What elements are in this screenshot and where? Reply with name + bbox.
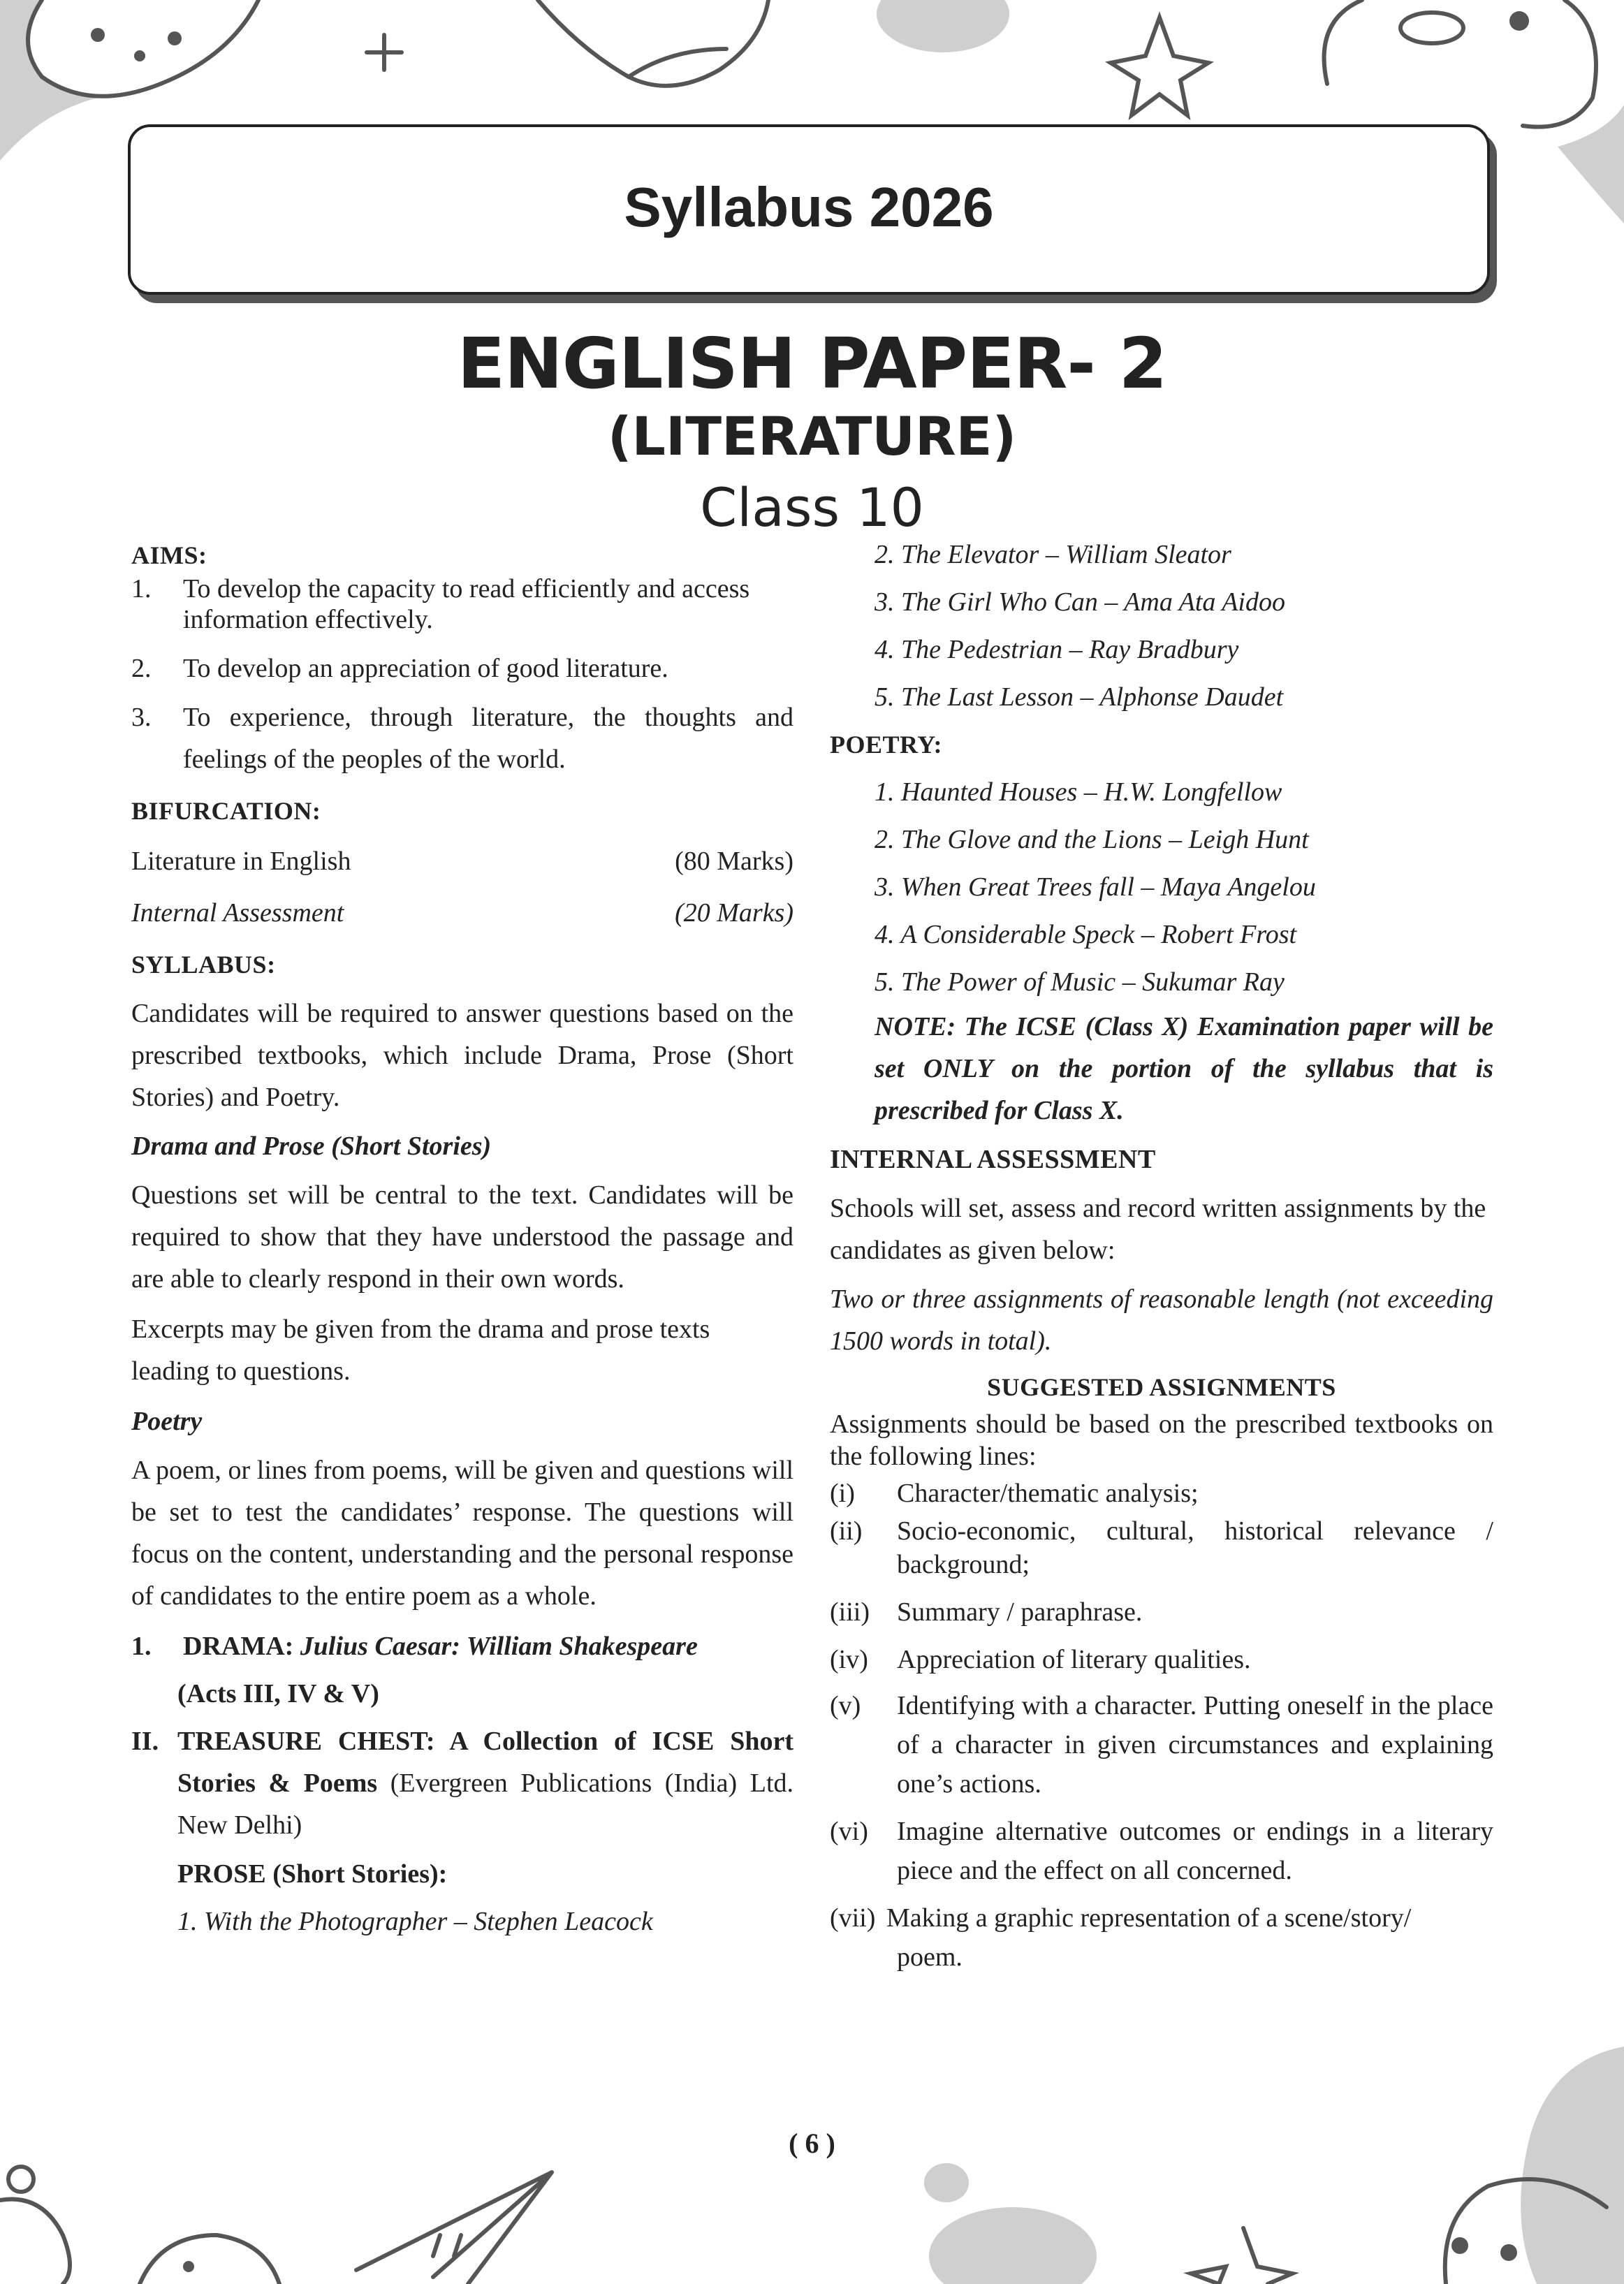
- class-label: Class 10: [700, 476, 924, 539]
- prose-item: 4. The Pedestrian – Ray Bradbury: [875, 635, 1239, 664]
- assignment-item: (vi) Imagine alternative outcomes or endings in a literary piece and the effect on all concerned.: [830, 1817, 1493, 1885]
- drama-acts: (Acts III, IV & V): [177, 1679, 379, 1708]
- suggested-intro: Assignments should be based on the prescribed textbooks on the following lines:: [830, 1410, 1493, 1471]
- prose-item: 3. The Girl Who Can – Ama Ata Aidoo: [875, 587, 1285, 617]
- aims-item: 1. To develop the capacity to read efficiently and access information effectively.: [131, 574, 750, 634]
- drama-prose-heading: Drama and Prose (Short Stories): [131, 1132, 492, 1161]
- syllabus-heading: SYLLABUS:: [131, 951, 276, 979]
- prose-heading: PROSE (Short Stories):: [177, 1859, 448, 1889]
- suggested-assignments-heading: SUGGESTED ASSIGNMENTS: [987, 1373, 1336, 1401]
- poetry-item: 5. The Power of Music – Sukumar Ray: [875, 967, 1285, 997]
- note: NOTE: The ICSE (Class X) Examination paper will be set ONLY on the portion of the syllabus that is prescribed for Class X.: [875, 1012, 1493, 1125]
- syllabus-header-box: [128, 124, 1490, 295]
- poetry-heading: POETRY:: [830, 731, 942, 759]
- aims-item: 3. To experience, through literature, the thoughts and feelings of the peoples of the world.: [131, 703, 793, 774]
- bifurcation-heading: BIFURCATION:: [131, 797, 321, 825]
- drama-prose-paragraph: Excerpts may be given from the drama and prose texts leading to questions.: [131, 1315, 710, 1386]
- drama-prose-paragraph: Questions set will be central to the text. Candidates will be required to show that they have understood the passage and are able to clearly respond in their own words.: [131, 1180, 793, 1294]
- assignment-item: (ii) Socio-economic, cultural, historical relevance / background;: [830, 1516, 1493, 1579]
- assignment-item: (iii) Summary / paraphrase.: [830, 1597, 1143, 1627]
- bifurcation-row: Literature in English (80 Marks): [131, 847, 793, 876]
- poetry-heading: Poetry: [131, 1407, 203, 1436]
- paper-subtitle: (LITERATURE): [607, 405, 1017, 467]
- aims-item: 2. To develop an appreciation of good literature.: [131, 654, 668, 683]
- internal-assessment-paragraph: Two or three assignments of reasonable length (not exceeding 1500 words in total).: [830, 1284, 1493, 1356]
- paper-title: ENGLISH PAPER- 2: [457, 323, 1167, 404]
- poetry-paragraph: A poem, or lines from poems, will be given and questions will be set to test the candidates’ response. The questions will focus on the content, understanding and the personal response of candidates to the entire poem as a whole.: [131, 1456, 793, 1611]
- syllabus-intro: Candidates will be required to answer questions based on the prescribed textbooks, which include Drama, Prose (Short Stories) and Poetry.: [131, 999, 793, 1112]
- poetry-item: 4. A Considerable Speck – Robert Frost: [875, 920, 1297, 949]
- prose-item: 1. With the Photographer – Stephen Leacock: [177, 1907, 653, 1936]
- drama-item: 1. DRAMA: Julius Caesar: William Shakespeare: [131, 1632, 698, 1661]
- poetry-item: 2. The Glove and the Lions – Leigh Hunt: [875, 825, 1309, 854]
- page-number: ( 6 ): [789, 2128, 835, 2159]
- bifurcation-row: Internal Assessment (20 Marks): [131, 898, 793, 928]
- syllabus-title: Syllabus 2026: [624, 176, 994, 238]
- aims-heading: AIMS:: [131, 541, 207, 569]
- left-column: [131, 540, 793, 1942]
- internal-assessment-heading: INTERNAL ASSESSMENT: [830, 1145, 1156, 1174]
- treasure-chest-item: II. TREASURE CHEST: A Collection of ICSE Short Stories & Poems (Evergreen Publications (India) Ltd. New Delhi): [131, 1727, 794, 1840]
- internal-assessment-paragraph: Schools will set, assess and record written assignments by the candidates as given below:: [830, 1194, 1486, 1265]
- poetry-item: 1. Haunted Houses – H.W. Longfellow: [875, 777, 1282, 807]
- prose-item: 2. The Elevator – William Sleator: [875, 540, 1231, 569]
- assignment-item: (iv) Appreciation of literary qualities.: [830, 1645, 1251, 1674]
- assignment-item: (i) Character/thematic analysis;: [830, 1479, 1199, 1508]
- assignment-item: (v) Identifying with a character. Putting oneself in the place of a character in given circumstances and explaining one’s actions.: [830, 1691, 1493, 1799]
- poetry-item: 3. When Great Trees fall – Maya Angelou: [875, 872, 1316, 902]
- right-column: [830, 531, 1493, 1977]
- prose-item: 5. The Last Lesson – Alphonse Daudet: [875, 682, 1284, 712]
- assignment-item: (vii) Making a graphic representation of a scene/story/ poem.: [830, 1903, 1412, 1972]
